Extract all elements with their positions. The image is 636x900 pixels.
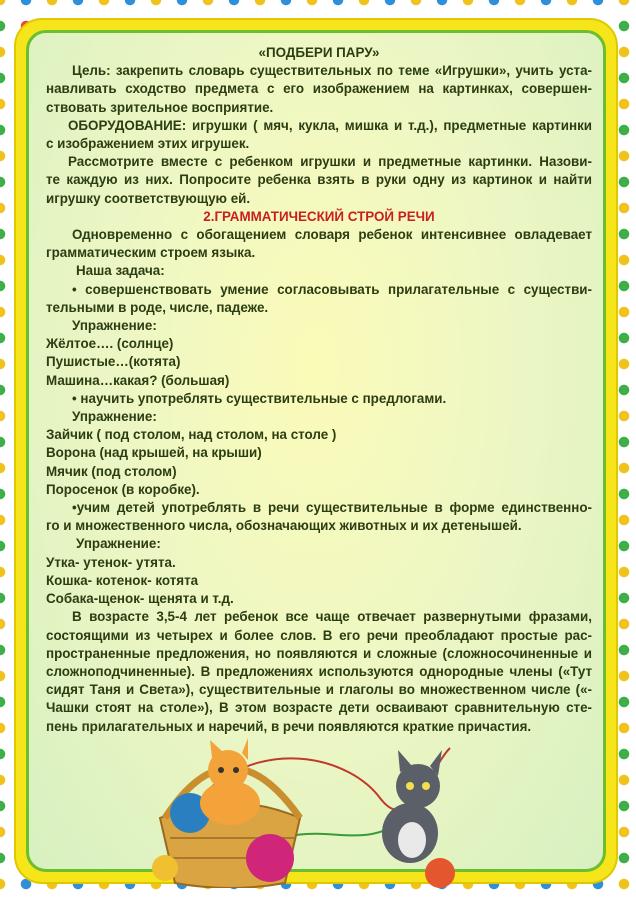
text-line: Упражнение: <box>72 409 157 425</box>
text-line: Мячик (под столом) <box>46 463 177 479</box>
text-line: Собака-щенок- щенята и т.д. <box>46 591 234 607</box>
text-line: Утка- утенок- утята. <box>46 554 176 570</box>
text-line: Одновременно с обогащением словаря ребенок интенсивнее овладевает <box>72 227 592 243</box>
text-line: игрушку соответствующую ей. <box>46 190 251 206</box>
text-line: Рассмотрите вместе с ребенком игрушки и предметные картинки. Назови- <box>68 154 592 170</box>
text-line: ОБОРУДОВАНИЕ: игрушки ( мяч, кукла, мишка и т.д.), предметные картинки <box>68 117 592 133</box>
text-line: грамматическим строем языка. <box>46 245 256 261</box>
text-line: сложноподчиненные). В предложениях используются однородные члены («Тут <box>46 663 592 679</box>
text-line: Наша задача: <box>76 263 165 279</box>
text-line: Ворона (над крышей, на крыши) <box>46 445 262 461</box>
text-line: Пушистые…(котята) <box>46 354 181 370</box>
gray-kitten-icon <box>382 750 442 863</box>
section-heading: 2.ГРАММАТИЧЕСКИЙ СТРОЙ РЕЧИ <box>203 208 435 224</box>
kittens-illustration <box>150 728 490 888</box>
text-line: Упражнение: <box>72 318 157 334</box>
text-line: Поросенок (в коробке). <box>46 481 200 497</box>
text-line: с изображением этих игрушек. <box>46 136 250 152</box>
text-line: ствовать зрительное восприятие. <box>46 99 274 115</box>
text-line: Жёлтое…. (солнце) <box>46 336 174 352</box>
text-line: пень прилагательных и наречий, в речи появляются краткие причастия. <box>46 718 532 734</box>
title: «ПОДБЕРИ ПАРУ» <box>258 45 380 60</box>
text-line: В возрасте 3,5-4 лет ребенок все чаще отвечает развернутыми фразами, <box>72 609 592 625</box>
document-text <box>46 44 592 736</box>
text-line: навливать сходство предмета с его изображением на картинках, совершен- <box>46 81 592 97</box>
text-line: • научить употреблять существительные с предлогами. <box>72 390 447 406</box>
text-line: Зайчик ( под столом, над столом, на столе ) <box>46 427 337 443</box>
ginger-kitten-icon <box>200 738 260 825</box>
text-line: Упражнение: <box>76 536 161 552</box>
text-line: • совершенствовать умение согласовывать прилагательные с существи- <box>72 281 592 297</box>
text-line: Цель: закрепить словарь существительных по теме «Игрушки», учить уста- <box>72 63 592 79</box>
text-line: пространенные предложения, но появляются и сложные (сложносочиненные и <box>46 645 592 661</box>
text-line: тельными в роде, числе, падеже. <box>46 299 269 315</box>
text-line: сидят Таня и Света»), существительные и глаголы во множественном числе («- <box>46 682 592 698</box>
text-line: го и множественного числа, обозначающих животных и их детенышей. <box>46 518 522 534</box>
text-line: те каждую из них. Попросите ребенка взять в руки одну из картинок и найти <box>46 172 592 188</box>
text-line: Машина…какая? (большая) <box>46 372 230 388</box>
text-line: Чашки стоят на столе»), В этом возрасте дети осваивают сравнительную сте- <box>46 700 592 716</box>
text-line: •учим детей употреблять в речи существительные в форме единственно- <box>72 500 592 516</box>
text-line: состоящими из четырех и более слов. В его речи преобладают простые рас- <box>46 627 592 643</box>
text-line: Кошка- котенок- котята <box>46 572 199 588</box>
